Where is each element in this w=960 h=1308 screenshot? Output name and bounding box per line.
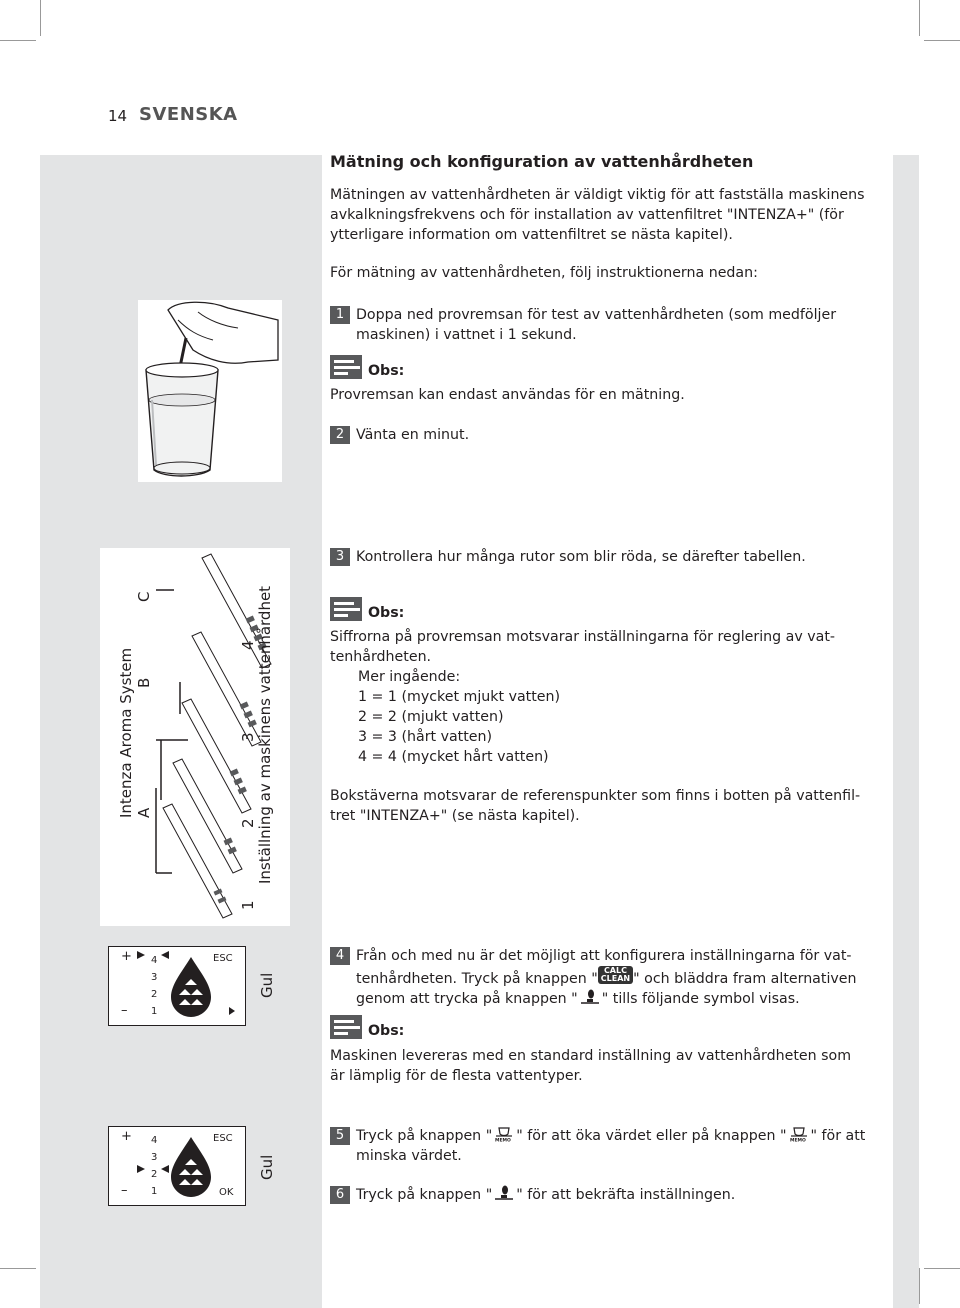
note-line: Siffrorna på provremsan motsvarar inställningarna för reglering av vat- [330, 629, 836, 645]
step-number: 4 [330, 947, 350, 965]
hardness-list [358, 667, 560, 767]
strip-number-2: 2 [239, 818, 257, 828]
plus-sign: + [121, 949, 132, 964]
step-number: 6 [330, 1186, 350, 1204]
display-screen-1 [108, 946, 246, 1026]
text-fragment: tenhårdheten. Tryck på knappen " [356, 971, 598, 987]
step-text: Vänta en minut. [356, 427, 470, 443]
list-item: 4 = 4 (mycket hårt vatten) [358, 749, 549, 765]
note-line: tenhårdheten. [330, 649, 432, 665]
step-line: Från och med nu är det möjligt att konfigurera inställningarna för vat- [356, 948, 852, 964]
level-3: 3 [151, 1152, 158, 1163]
step-number: 3 [330, 548, 350, 566]
list-item: 1 = 1 (mycket mjukt vatten) [358, 689, 561, 705]
cup-memo-plus-key-icon [492, 1126, 516, 1142]
step-line: Doppa ned provremsan för test av vattenhårdheten (som medföljer [356, 307, 837, 323]
esc-label: ESC [213, 953, 233, 964]
note-line: är lämplig för de flesta vattentyper. [330, 1068, 583, 1084]
esc-label: ESC [213, 1133, 233, 1144]
text-fragment: " och bläddra fram alternativen [633, 971, 857, 987]
level-2: 2 [151, 1169, 158, 1180]
step-text [356, 946, 866, 1009]
water-drop-icon [109, 947, 245, 1025]
note-line: tret "INTENZA+" (se nästa kapitel). [330, 808, 580, 824]
step-number: 1 [330, 306, 350, 324]
step-6 [330, 1185, 736, 1205]
note-line: Bokstäverna motsvarar de referenspunkter som finns i botten på vattenfil- [330, 788, 861, 804]
text-fragment: " för att öka värdet eller på knappen " [516, 1128, 787, 1144]
step-line [356, 1126, 876, 1146]
minus-sign: – [121, 1003, 128, 1018]
crop-mark [919, 1268, 920, 1304]
crop-mark [0, 1268, 36, 1269]
intro-line: avkalkningsfrekvens och för installation av vattenfiltret "INTENZA+" (för [330, 207, 844, 223]
strip-number-1: 1 [239, 900, 257, 910]
note-icon [330, 355, 362, 379]
system-label: Intenza Aroma System [117, 647, 135, 818]
step-number: 5 [330, 1127, 350, 1145]
intro-line: Mätningen av vattenhårdheten är väldigt viktig för att fastställa maskinens [330, 187, 865, 203]
step-line: maskinen) i vattnet i 1 sekund. [356, 327, 577, 343]
cup-memo-minus-key-icon [787, 1126, 811, 1142]
level-2: 2 [151, 989, 158, 1000]
coffee-bean-key-icon [492, 1185, 516, 1201]
step-number: 2 [330, 426, 350, 444]
strip-number-4: 4 [239, 640, 257, 650]
note-text [330, 627, 835, 667]
note-icon [330, 597, 362, 621]
glass-illustration [138, 300, 282, 482]
intro-paragraph [330, 185, 865, 245]
section-title: Mätning och konfiguration av vattenhårdheten [330, 152, 754, 171]
instruction-text: För mätning av vattenhårdheten, följ instruktionerna nedan: [330, 265, 758, 281]
level-4: 4 [151, 1135, 158, 1146]
ok-label: OK [219, 1187, 234, 1198]
crop-mark [924, 40, 960, 41]
step-line: minska värdet. [356, 1148, 462, 1164]
display-screen-2 [108, 1126, 246, 1206]
glass-with-strip-icon [138, 300, 282, 482]
text-fragment: " för att [810, 1128, 866, 1144]
crop-mark [40, 0, 41, 36]
note-icon [330, 1015, 362, 1039]
level-1: 1 [151, 1006, 158, 1017]
water-drop-icon [109, 1127, 245, 1205]
text-fragment: " tills följande symbol visas. [601, 991, 800, 1007]
note-text [330, 786, 860, 826]
step-text [356, 1126, 876, 1166]
text-fragment: " för att bekräfta inställningen. [516, 1187, 736, 1203]
list-item: Mer ingående: [358, 669, 461, 685]
note-label: Obs: [368, 605, 405, 621]
list-item: 2 = 2 (mjukt vatten) [358, 709, 504, 725]
step-5 [330, 1126, 866, 1164]
calc-clean-key-icon [598, 966, 633, 984]
step-3 [330, 547, 806, 567]
setting-label: Inställning av maskinens vattenhårdhet [256, 585, 274, 884]
test-strip-figure [100, 548, 290, 926]
note-line: Maskinen levereras med en standard inställning av vattenhårdheten som [330, 1048, 852, 1064]
language-heading: SVENSKA [139, 104, 238, 125]
text-fragment: genom att trycka på knappen " [356, 991, 578, 1007]
minus-sign: – [121, 1183, 128, 1198]
memo-label: MEMO [789, 1138, 806, 1142]
note-label: Obs: [368, 1023, 405, 1039]
text-fragment: Tryck på knappen " [356, 1128, 493, 1144]
right-sidebar-band [893, 155, 919, 1308]
crop-mark [924, 1268, 960, 1269]
step-text [356, 1185, 866, 1205]
step-4 [330, 946, 857, 1007]
level-1: 1 [151, 1186, 158, 1197]
crop-mark [0, 40, 36, 41]
display-side-label: Gul [258, 972, 276, 998]
ref-letter-c: C [135, 591, 153, 602]
step-2 [330, 425, 470, 445]
step-1 [330, 305, 837, 343]
page-number: 14 [108, 107, 128, 125]
note-text: Provremsan kan endast användas för en mätning. [330, 387, 685, 403]
step-text: Kontrollera hur många rutor som blir röda, se därefter tabellen. [356, 549, 806, 565]
key-clean-label: CLEAN [600, 974, 631, 983]
ref-letter-b: B [135, 677, 153, 688]
coffee-bean-key-icon [578, 989, 602, 1005]
memo-label: MEMO [495, 1138, 512, 1142]
level-3: 3 [151, 972, 158, 983]
step-line [356, 989, 866, 1009]
step-line [356, 966, 866, 989]
text-fragment: Tryck på knappen " [356, 1187, 493, 1203]
level-4: 4 [151, 955, 158, 966]
note-text [330, 1046, 851, 1086]
note-label: Obs: [368, 363, 405, 379]
step-text [356, 305, 866, 345]
list-item: 3 = 3 (hårt vatten) [358, 729, 493, 745]
strip-number-3: 3 [239, 732, 257, 742]
intro-line: ytterligare information om vattenfiltret se nästa kapitel). [330, 227, 733, 243]
key-calc-label: CALC [603, 966, 627, 975]
plus-sign: + [121, 1129, 132, 1144]
ref-letter-a: A [135, 807, 153, 818]
display-side-label: Gul [258, 1154, 276, 1180]
crop-mark [919, 0, 920, 36]
